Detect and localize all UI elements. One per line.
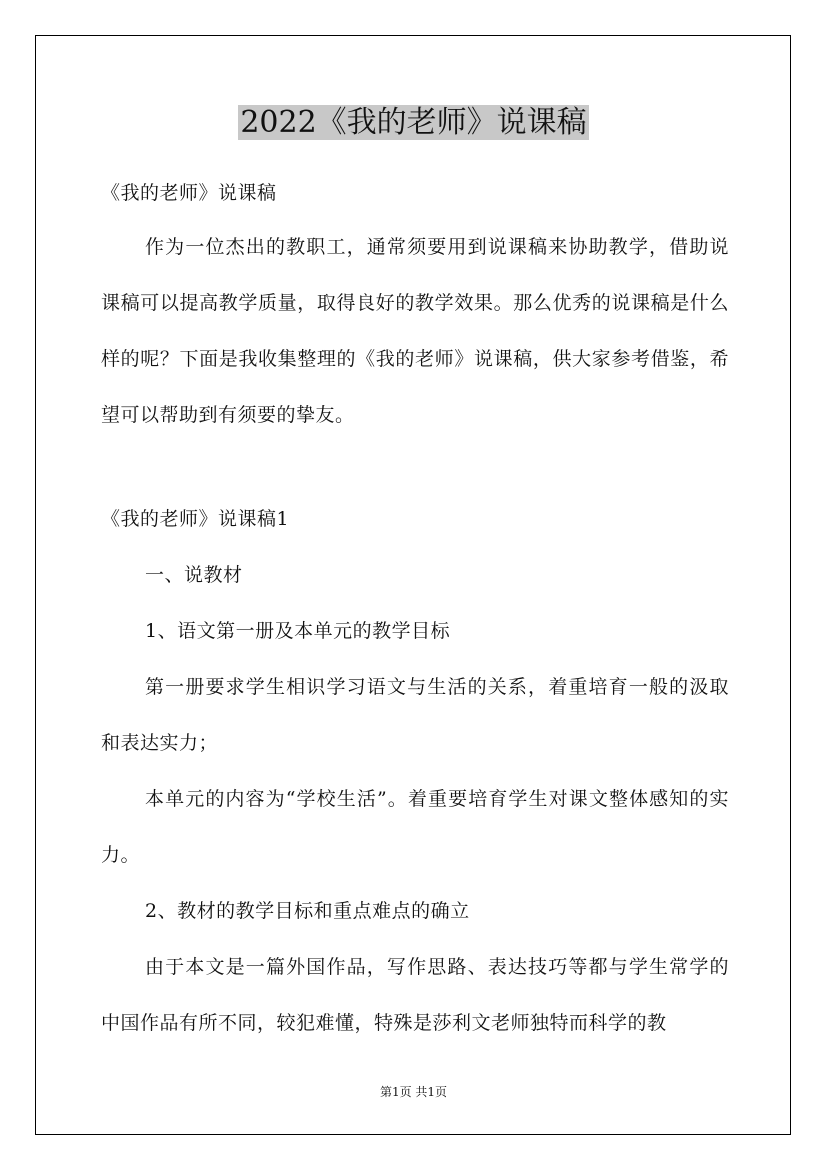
paragraph-foreign-work: 由于本文是一篇外国作品，写作思路、表达技巧等都与学生常学的中国作品有所不同，较犯难懂，特殊是莎利文老师独特而科学的教 xyxy=(101,956,729,1034)
section-block xyxy=(101,491,729,1051)
heading-goals-and-difficulties: 2、教材的教学目标和重点难点的确立 xyxy=(145,900,470,922)
paragraph-volume-requirements: 第一册要求学生相识学习语文与生活的关系，着重培育一般的汲取和表达实力； xyxy=(101,676,729,754)
paragraph-unit-content: 本单元的内容为“学校生活”。着重要培育学生对课文整体感知的实力。 xyxy=(101,788,729,866)
intro-block xyxy=(101,219,729,443)
subtitle-block xyxy=(101,165,729,221)
heading-teaching-material: 一、说教材 xyxy=(145,564,243,586)
document-title-text: 2022《我的老师》说课稿 xyxy=(240,105,587,140)
document-subtitle: 《我的老师》说课稿 xyxy=(101,182,277,204)
section-title: 《我的老师》说课稿1 xyxy=(101,508,290,530)
heading-teaching-goals: 1、语文第一册及本单元的教学目标 xyxy=(145,620,451,642)
page-footer: 第1页 共1页 xyxy=(379,1085,448,1099)
document-title xyxy=(0,100,827,146)
intro-paragraph: 作为一位杰出的教职工，通常须要用到说课稿来协助教学，借助说课稿可以提高教学质量，取得良好的教学效果。那么优秀的说课稿是什么样的呢？下面是我收集整理的《我的老师》说课稿，供大家参考借鉴，希望可以帮助到有须要的挚友。 xyxy=(101,236,729,426)
